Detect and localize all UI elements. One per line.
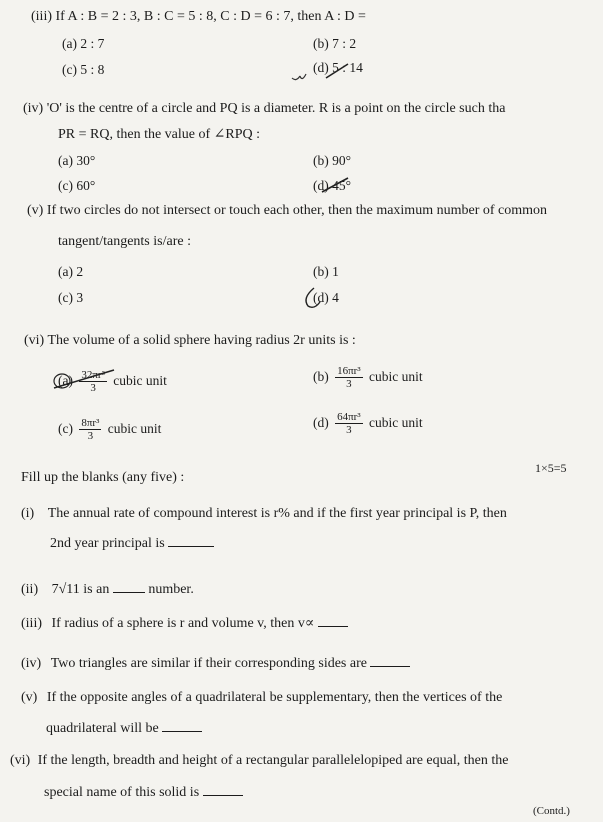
option-b: (b) 7 : 2 bbox=[313, 36, 357, 51]
question-v-line2: tangent/tangents is/are : bbox=[58, 234, 191, 249]
fill-item-i: (i) The annual rate of compound interest is r% and if the first year principal is P, then bbox=[21, 506, 507, 521]
option-d: (d) 5 : 14 bbox=[313, 60, 363, 75]
option-b: (b) $\frac{\text{16πr³}}{3}$ cubic unit bbox=[313, 365, 423, 391]
option-c: (c) 5 : 8 bbox=[62, 62, 105, 77]
continued-label: (Contd.) bbox=[533, 805, 570, 817]
question-iii bbox=[31, 9, 366, 25]
blank-line bbox=[203, 787, 243, 796]
question-iv-line2: PR = RQ, then the value of ∠RPQ : bbox=[58, 127, 261, 142]
question-text: 'O' is the centre of a circle and PQ is a diameter. R is a point on the circle such tha bbox=[46, 101, 506, 116]
blank-line bbox=[162, 723, 202, 732]
marks-label: 1×5=5 bbox=[535, 461, 567, 475]
question-number: (v) bbox=[27, 203, 44, 218]
fill-item-ii: (ii) 7√11 is an number. bbox=[21, 582, 194, 597]
blank-line bbox=[113, 584, 145, 593]
option-b: (b) 1 bbox=[313, 264, 339, 279]
fill-item-vi-line2: special name of this solid is bbox=[44, 785, 243, 801]
option-c: (c) $\frac{\text{8πr³}}{3}$ cubic unit bbox=[58, 417, 162, 443]
option-a: (a) $\frac{\text{32πr³}}{3}$ cubic unit bbox=[58, 369, 167, 395]
option-d: (d) $\frac{\text{64πr³}}{3}$ cubic unit bbox=[313, 411, 423, 437]
handwritten-tick-mark bbox=[288, 56, 358, 86]
question-number: (iv) bbox=[23, 101, 44, 116]
handwritten-tick-mark bbox=[318, 174, 358, 196]
option-b: (b) 90° bbox=[313, 153, 352, 168]
fill-item-iii: (iii) If radius of a sphere is r and volume v, then v∝ bbox=[21, 616, 348, 632]
fill-item-i-line2: 2nd year principal is bbox=[50, 536, 214, 552]
blank-line bbox=[318, 618, 348, 627]
option-d: (d) 45° bbox=[313, 178, 352, 193]
question-v bbox=[27, 203, 547, 219]
section-heading: Fill up the blanks (any five) : bbox=[21, 470, 185, 485]
blank-line bbox=[370, 658, 410, 667]
fill-item-vi: (vi) If the length, breadth and height of a rectangular parallelelopiped are equal, then the bbox=[10, 753, 509, 768]
question-number: (iii) bbox=[31, 9, 52, 24]
handwritten-tick-mark bbox=[298, 284, 338, 312]
fill-item-v: (v) If the opposite angles of a quadrilateral be supplementary, then the vertices of the bbox=[21, 690, 503, 705]
option-c: (c) 60° bbox=[58, 178, 96, 193]
fraction: $\frac{\text{32πr³}}{3}$ bbox=[81, 369, 105, 395]
question-iv bbox=[23, 101, 505, 117]
fraction: $\frac{\text{16πr³}}{3}$ bbox=[337, 365, 361, 391]
option-a: (a) 2 : 7 bbox=[62, 36, 105, 51]
question-text: If two circles do not intersect or touch each other, then the maximum number of common bbox=[46, 203, 548, 218]
option-a: (a) 2 bbox=[58, 264, 84, 279]
option-d: (d) 4 bbox=[313, 290, 339, 305]
fill-item-iv: (iv) Two triangles are similar if their corresponding sides are bbox=[21, 656, 410, 672]
fraction: $\frac{\text{8πr³}}{3}$ bbox=[81, 417, 100, 443]
fill-item-v-line2: quadrilateral will be bbox=[46, 721, 202, 737]
question-number: (vi) bbox=[24, 333, 45, 348]
handwritten-strike-mark bbox=[48, 364, 118, 394]
fraction: $\frac{\text{64πr³}}{3}$ bbox=[337, 411, 361, 437]
option-c: (c) 3 bbox=[58, 290, 84, 305]
question-text: If A : B = 2 : 3, B : C = 5 : 8, C : D = 6 : 7, then A : D = bbox=[55, 9, 366, 24]
question-text: The volume of a solid sphere having radius 2r units is : bbox=[47, 333, 356, 348]
question-vi bbox=[24, 333, 356, 349]
option-a: (a) 30° bbox=[58, 153, 96, 168]
blank-line bbox=[168, 538, 214, 547]
